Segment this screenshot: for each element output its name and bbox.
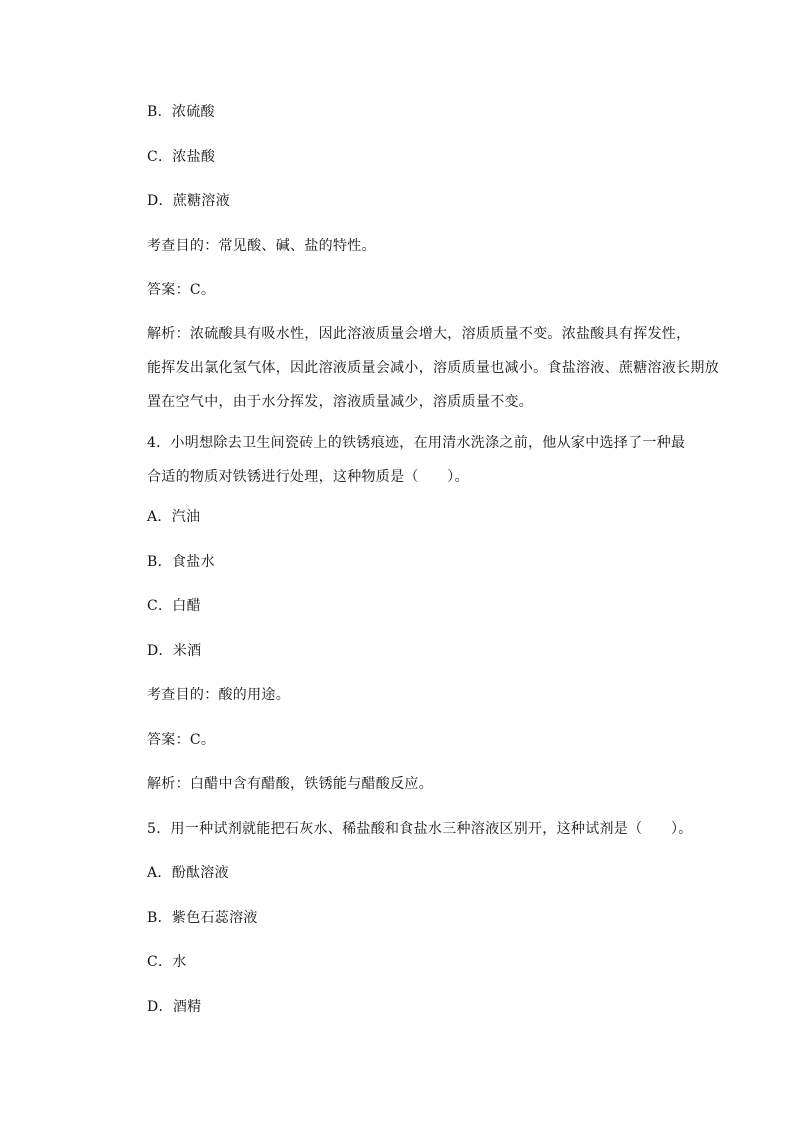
q5-option-d: D．酒精 — [147, 999, 202, 1015]
q5-option-b: B．紫色石蕊溶液 — [147, 910, 258, 926]
q3-purpose: 考查目的：常见酸、碱、盐的特性。 — [147, 238, 376, 254]
q4-purpose: 考查目的：酸的用途。 — [147, 687, 290, 703]
q4-answer: 答案：C。 — [147, 732, 216, 748]
q4-option-c: C．白醋 — [147, 598, 201, 614]
q4-stem-line: 合适的物质对铁锈进行处理，这种物质是（ ）。 — [147, 469, 469, 485]
q3-analysis-line: 解析：浓硫酸具有吸水性，因此溶液质量会增大，溶质质量不变。浓盐酸具有挥发性， — [147, 326, 691, 342]
q4-stem-line: 4．小明想除去卫生间瓷砖上的铁锈痕迹，在用清水洗涤之前，他从家中选择了一种最 — [147, 435, 686, 451]
q3-analysis — [147, 317, 719, 419]
q5-option-a: A．酚酞溶液 — [147, 865, 229, 881]
q3-answer: 答案：C。 — [147, 282, 216, 298]
q4-option-b: B．食盐水 — [147, 554, 215, 570]
q3-option-d: D．蔗糖溶液 — [147, 193, 231, 209]
q4-analysis: 解析：白醋中含有醋酸，铁锈能与醋酸反应。 — [147, 776, 433, 792]
q3-analysis-line: 能挥发出氯化氢气体，因此溶液质量会减小，溶质质量也减小。食盐溶液、蔗糖溶液长期放 — [147, 360, 719, 376]
q4-option-a: A．汽油 — [147, 509, 201, 525]
q4-option-d: D．米酒 — [147, 643, 202, 659]
q3-option-b: B．浓硫酸 — [147, 104, 215, 120]
q3-analysis-line: 置在空气中，由于水分挥发，溶液质量减少，溶质质量不变。 — [147, 394, 534, 410]
q5-option-c: C．水 — [147, 954, 187, 970]
q3-option-c: C．浓盐酸 — [147, 149, 216, 165]
q5-stem: 5．用一种试剂就能把石灰水、稀盐酸和食盐水三种溶液区别开，这种试剂是（ ）。 — [147, 821, 693, 837]
q4-stem — [147, 426, 686, 494]
